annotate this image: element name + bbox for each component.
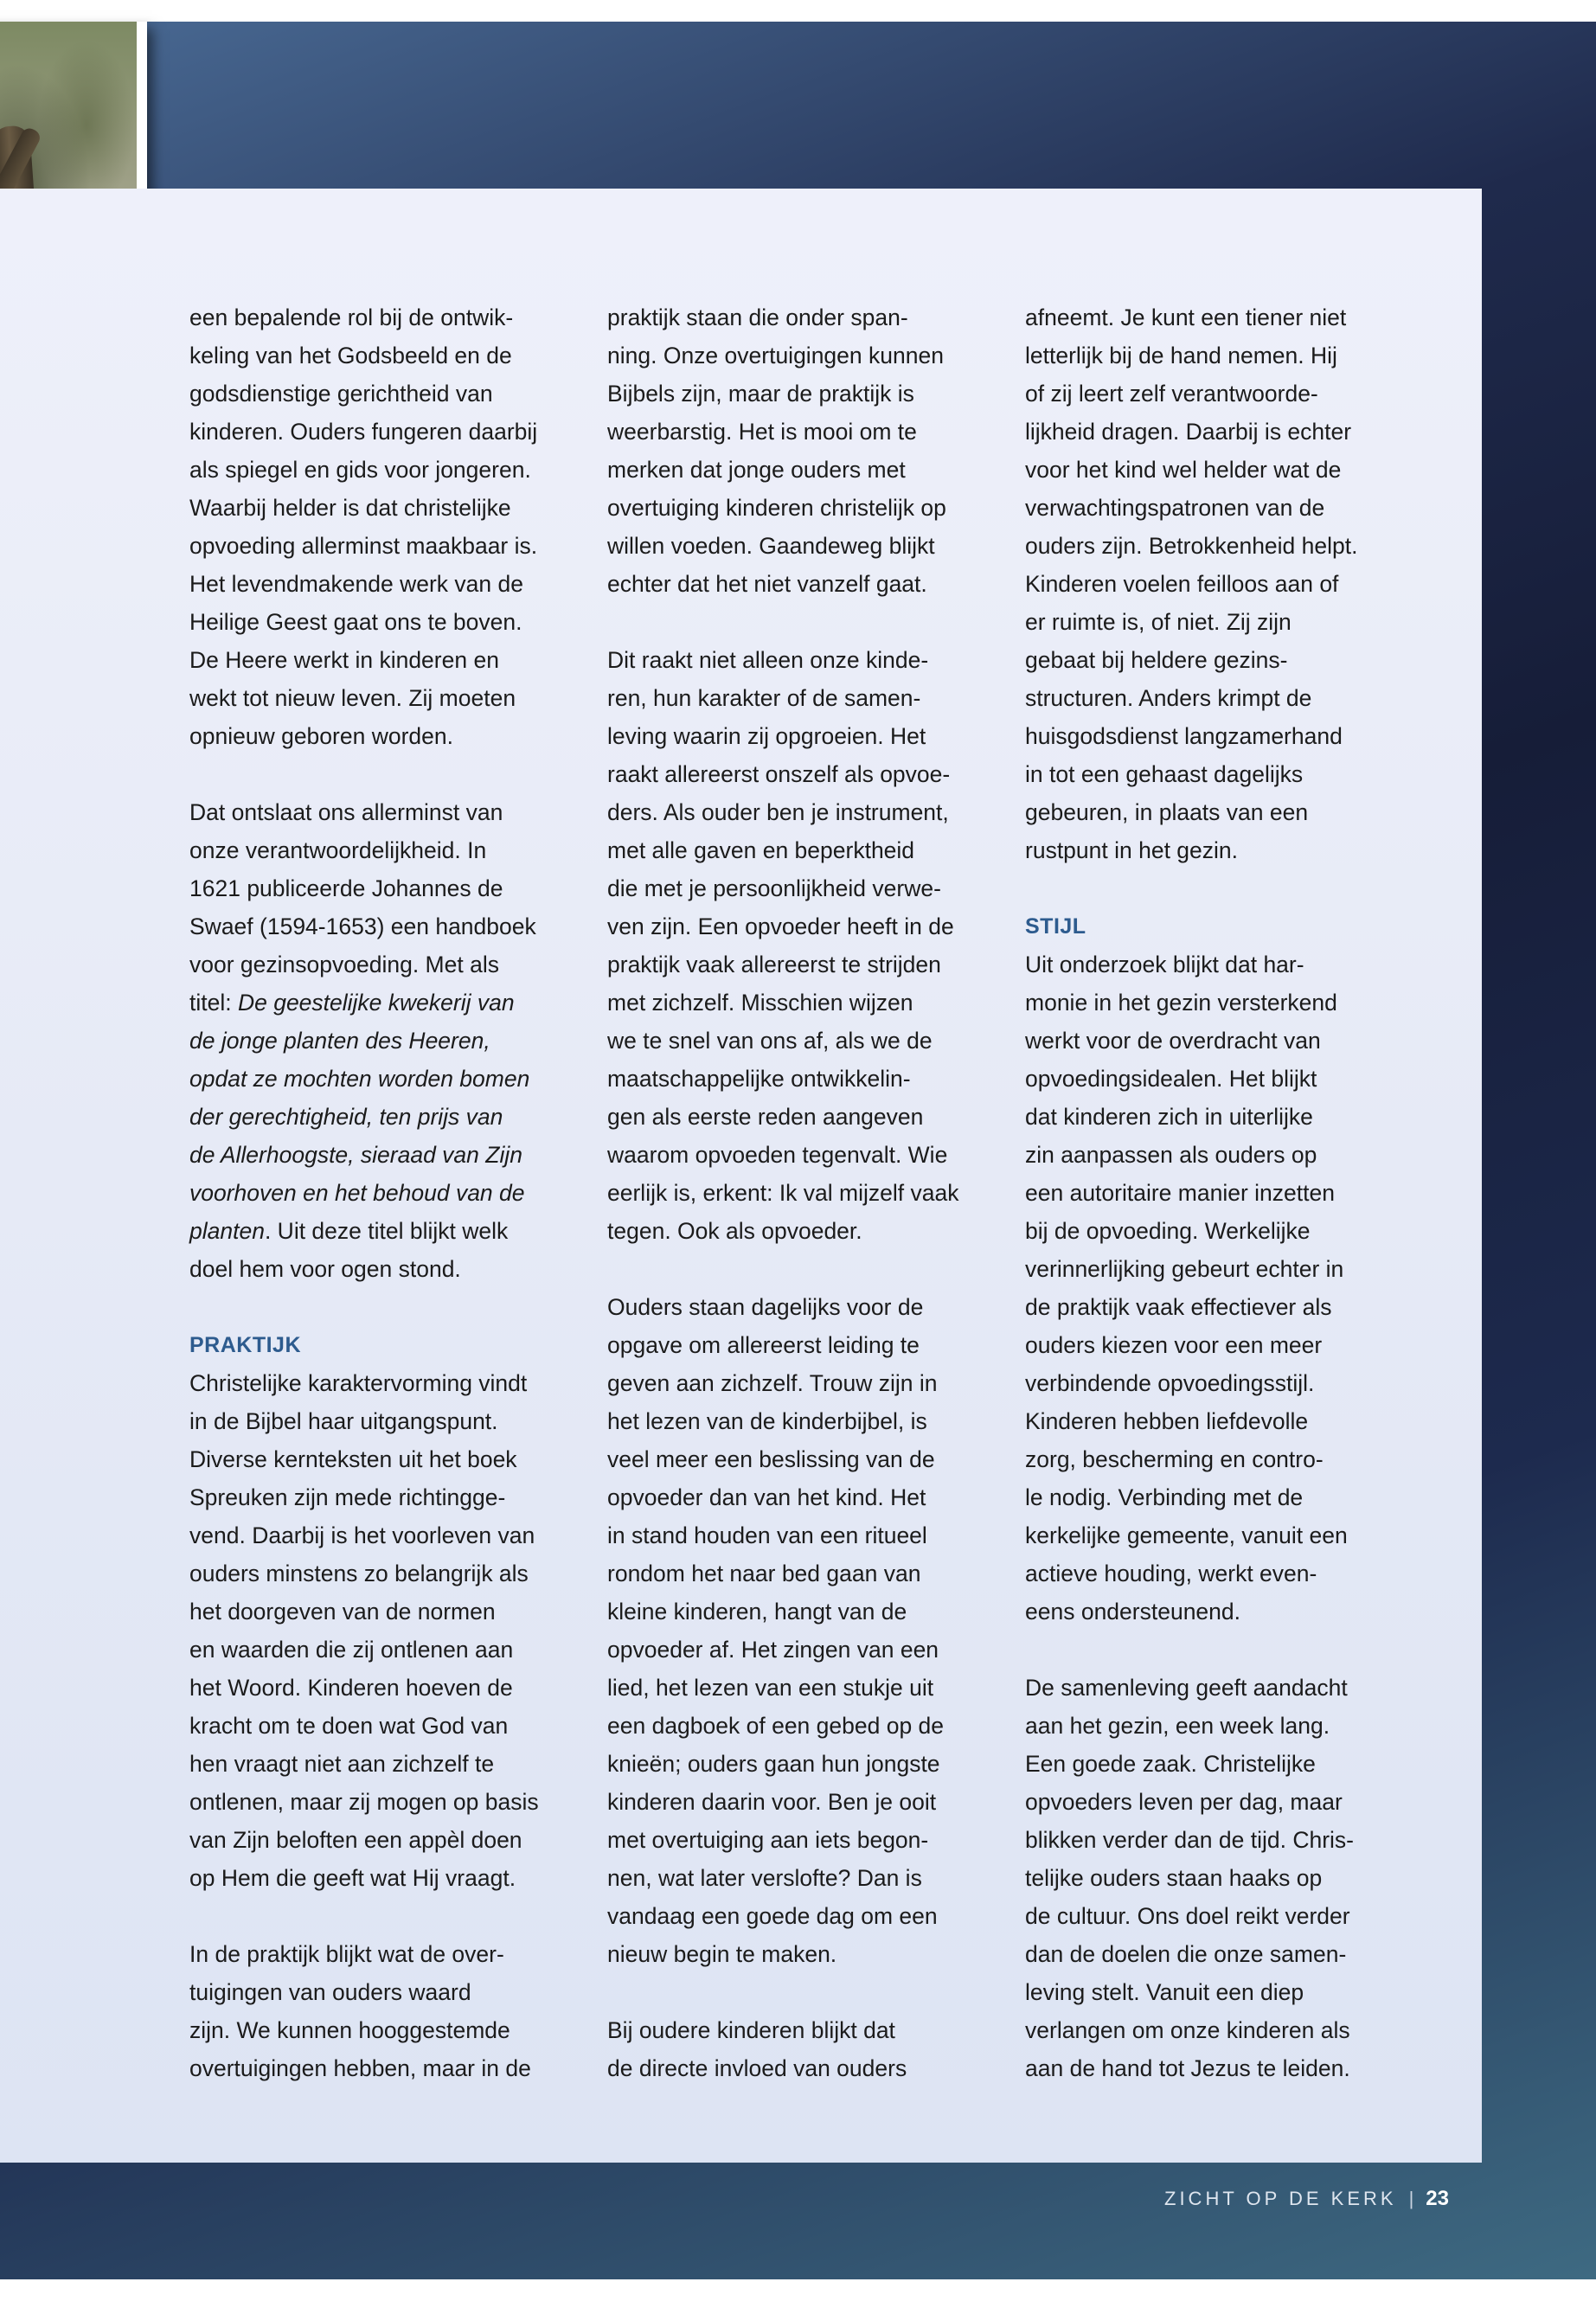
paragraph: De samenleving geeft aandacht aan het gezin, een week lang. Een goede zaak. Christelijke opvoeders leven per dag, maar blikken verder dan de tijd. Chris- telijke ouders staan haaks op de cultuur. Ons doel reikt verder dan de doelen die onze samen- leving stelt. Vanuit een diep verlangen om onze kinderen als aan de hand tot Jezus te leiden.	[1025, 1675, 1355, 2081]
paragraph: Bij oudere kinderen blijkt dat de directe invloed van ouders	[607, 2017, 907, 2081]
section-heading-praktijk: PRAKTIJK	[189, 1333, 302, 1357]
article-column-1	[189, 298, 587, 2087]
paragraph: Ouders staan dagelijks voor de opgave om allereerst leiding te geven aan zichzelf. Trouw zijn in het lezen van de kinderbijbel, is veel meer een beslissing van de opvoeder dan van het kind. Het in stand houden van een ritueel rondom het naar bed gaan van kleine kinderen, hangt van de opvoeder af. Het zingen van een lied, het lezen van een stukje uit een dagboek of een gebed op de knieën; ouders gaan hun jongste kinderen daarin voor. Ben je ooit met overtuiging aan iets begon- nen, wat later verslofte? Dan is vandaag een goede dag om een nieuw begin te maken.	[607, 1294, 945, 1967]
article-column-3	[1025, 298, 1423, 2087]
paragraph-with-book-title	[189, 793, 587, 1288]
section-heading-stijl: STIJL	[1025, 914, 1086, 939]
page-footer	[1164, 2187, 1449, 2211]
paragraph: afneemt. Je kunt een tiener niet letterlijk bij de hand nemen. Hij of zij leert zelf verantwoorde- lijkheid dragen. Daarbij is echter voor het kind wel helder wat de verwachtingspatronen van de ouders zijn. Betrokkenheid helpt. Kinderen voelen feilloos aan of er ruimte is, of niet. Zij zijn gebaat bij heldere gezins- structuren. Anders krimpt de huisgodsdienst langzamerhand in tot een gehaast dagelijks gebeuren, in plaats van een rustpunt in het gezin.	[1025, 304, 1358, 863]
paragraph: Dit raakt niet alleen onze kinde- ren, hun karakter of de samen- leving waarin zij opgroeien. Het raakt allereerst onszelf als opvoe- ders. Als ouder ben je instrument, met alle gaven en beperktheid die met je persoonlijkheid verwe- ven zijn. Een opvoeder heeft in de praktijk vaak allereerst te strijden met zichzelf. Misschien wijzen we te snel van ons af, als we de maatschappelijke ontwikkelin- gen als eerste reden aangeven waarom opvoeden tegenvalt. Wie eerlijk is, erkent: Ik val mijzelf vaak tegen. Ook als opvoeder.	[607, 647, 959, 1244]
book-title: De geestelijke kwekerij van de jonge planten des Heeren, opdat ze mochten worden bomen der gerechtigheid, ten prijs van de Allerhoogste, sieraad van Zijn voorhoven en het behoud van de planten	[189, 990, 530, 1244]
magazine-name: ZICHT OP DE KERK	[1164, 2188, 1397, 2209]
page-number: 23	[1426, 2187, 1449, 2210]
paragraph: In de praktijk blijkt wat de over- tuigingen van ouders waard zijn. We kunnen hooggestemde overtuigingen hebben, maar in de	[189, 1941, 531, 2081]
article-column-2	[607, 298, 1005, 2087]
paragraph-text: Dat ontslaat ons allerminst van onze verantwoordelijkheid. In 1621 publiceerde Johannes de Swaef (1594-1653) een handboek voor gezinsopvoeding. Met als titel:	[189, 799, 536, 1016]
footer-separator: |	[1408, 2188, 1414, 2209]
paragraph: een bepalende rol bij de ontwik- keling van het Godsbeeld en de godsdienstige gerichtheid van kinderen. Ouders fungeren daarbij als spiegel en gids voor jongeren. Waarbij helder is dat christelijke opvoeding allerminst maakbaar is. Het levendmakende werk van de Heilige Geest gaat ons te boven. De Heere werkt in kinderen en wekt tot nieuw leven. Zij moeten opnieuw geboren worden.	[189, 304, 538, 749]
paragraph: praktijk staan die onder span- ning. Onze overtuigingen kunnen Bijbels zijn, maar de praktijk is weerbarstig. Het is mooi om te merken dat jonge ouders met overtuiging kinderen christelijk op willen voeden. Gaandeweg blijkt echter dat het niet vanzelf gaat.	[607, 304, 946, 597]
paragraph: Christelijke karaktervorming vindt in de Bijbel haar uitgangspunt. Diverse kernteksten uit het boek Spreuken zijn mede richtingge- vend. Daarbij is het voorleven van ouders minstens zo belangrijk als het doorgeven van de normen en waarden die zij ontlenen aan het Woord. Kinderen hoeven de kracht om te doen wat God van hen vraagt niet aan zichzelf te ontlenen, maar zij mogen op basis van Zijn beloften een appèl doen op Hem die geeft wat Hij vraagt.	[189, 1370, 539, 1891]
paragraph-text: . Uit deze titel blijkt welk doel hem voor ogen stond.	[189, 1218, 509, 1282]
paragraph: Uit onderzoek blijkt dat har- monie in het gezin versterkend werkt voor de overdracht van opvoedingsidealen. Het blijkt dat kinderen zich in uiterlijke zin aanpassen als ouders op een autoritaire manier inzetten bij de opvoeding. Werkelijke verinnerlijking gebeurt echter in de praktijk vaak effectiever als ouders kiezen voor een meer verbindende opvoedingsstijl. Kinderen hebben liefdevolle zorg, bescherming en contro- le nodig. Verbinding met de kerkelijke gemeente, vanuit een actieve houding, werkt even- eens ondersteunend.	[1025, 952, 1348, 1625]
